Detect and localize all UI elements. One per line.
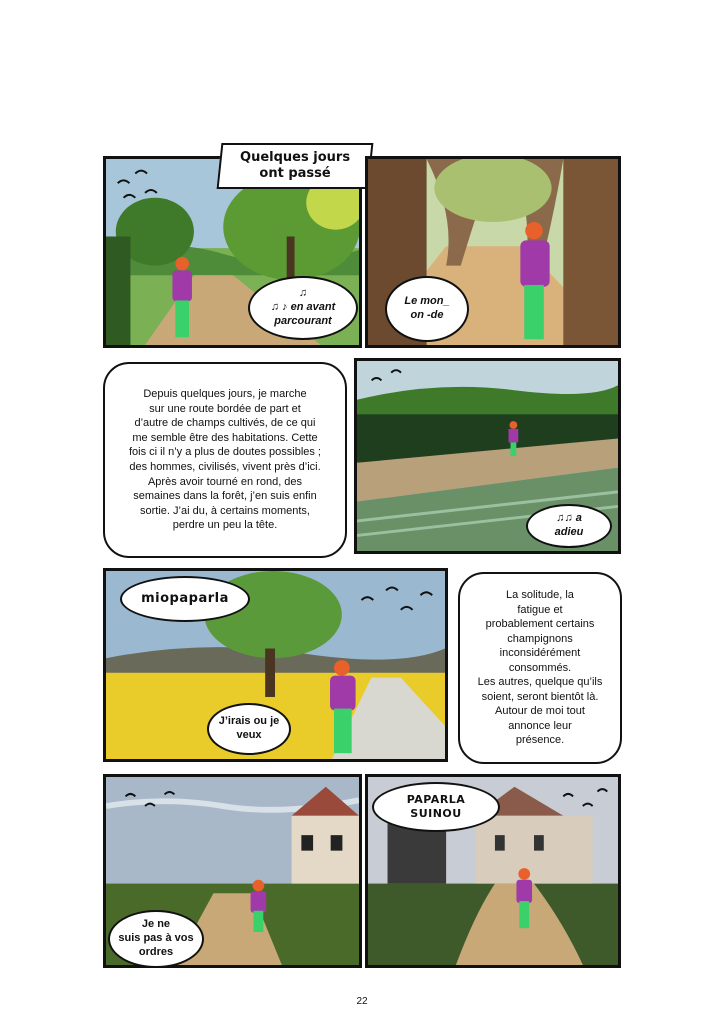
- panel-1-speech-bubble: [248, 276, 358, 340]
- panel-2-speech-text: Le mon_ on -de: [404, 295, 450, 321]
- panel-1-caption-text: Quelques jours ont passé: [239, 150, 350, 181]
- panel-4-speech-text: ♫♫ a adieu: [554, 512, 584, 538]
- panel-7-speech-bubble: [108, 910, 204, 968]
- narration-text-1: Depuis quelques jours, je marche sur une route bordée de part et d’autre de champs cultivés, de ce qui me semble être des habitations. Cette fois ci il n’y a plus de doutes possibles ; des hommes, civilisés, vivent près d’ici. Après avoir tourné en rond, des semaines dans la forêt, j’en suis enfin sortie. J’ai du, à certains moments, perdre un peu la tête.: [129, 388, 321, 532]
- panel-5-speech-bubble-top: [120, 576, 250, 622]
- narration-box-1: [103, 362, 347, 558]
- panel-5-speech-text-top: miopaparla: [141, 590, 229, 606]
- narration-box-2: [458, 572, 622, 764]
- panel-8-speech-bubble: [372, 782, 500, 832]
- panel-5-speech-text-bottom: J’irais ou je veux: [218, 715, 280, 741]
- panel-8-speech-text: PAPARLA SUINOU: [406, 793, 466, 820]
- panel-4-speech-bubble: [526, 504, 612, 548]
- panel-2-speech-bubble: [385, 276, 469, 342]
- narration-text-2: La solitude, la fatigue et probablement certains champignons inconsidérément consommés. Les autres, quelque qu’ils soient, seront bientôt là. Autour de moi tout annonce leur présence.: [477, 589, 603, 747]
- panel-1-caption: [217, 143, 374, 189]
- panel-5-speech-bubble-bottom: [207, 703, 291, 755]
- panel-7-speech-text: Je ne suis pas à vos ordres: [118, 918, 194, 958]
- panel-1-speech-text: ♫ ♫ ♪ en avant parcourant: [270, 287, 336, 327]
- page-number: 22: [356, 996, 368, 1007]
